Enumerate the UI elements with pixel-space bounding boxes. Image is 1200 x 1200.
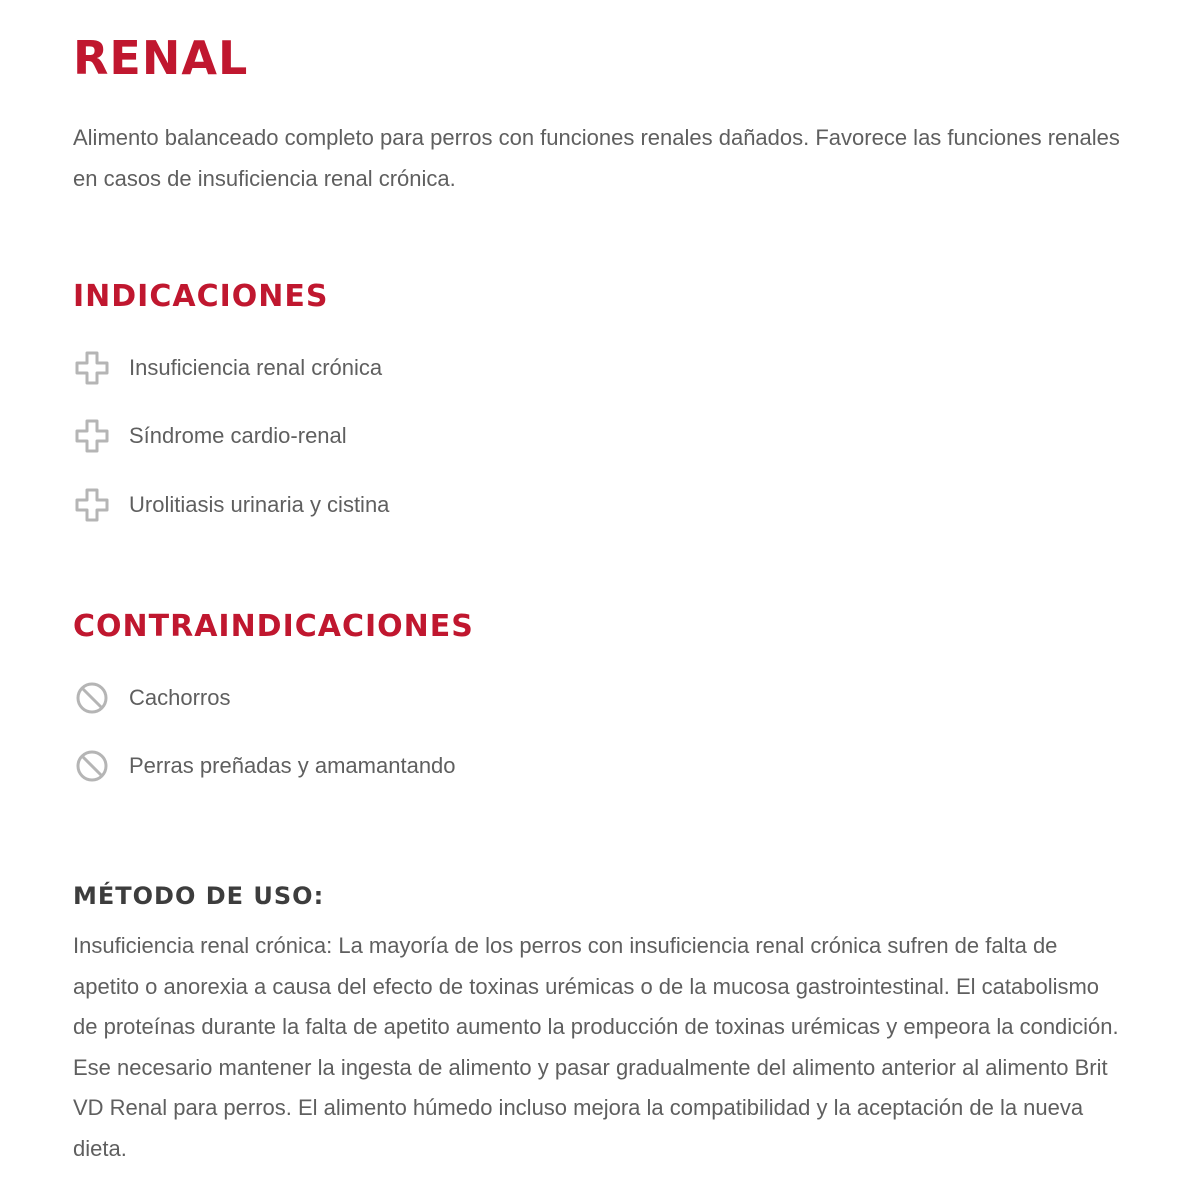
prohibited-icon <box>73 679 111 717</box>
contraindication-item <box>73 746 456 786</box>
prohibited-icon <box>73 747 111 785</box>
indication-item <box>73 416 347 456</box>
page-title: RENAL <box>73 31 249 85</box>
indications-heading: INDICACIONES <box>73 279 329 314</box>
indication-label: Síndrome cardio-renal <box>129 423 347 448</box>
contraindication-label: Cachorros <box>129 685 231 710</box>
indication-item <box>73 348 382 388</box>
contraindication-item <box>73 678 230 718</box>
medical-cross-icon <box>73 349 111 387</box>
indication-item <box>73 485 389 525</box>
usage-method-text: Insuficiencia renal crónica: La mayoría de los perros con insuficiencia renal crónica sufren de falta de apetito o anorexia a causa del efecto de toxinas urémicas o de la mucosa gastrointestinal. El catabolismo de proteínas durante la falta de apetito aumento la producción de toxinas urémicas y empeora la condición. Ese necesario mantener la ingesta de alimento y pasar gradualmente del alimento anterior al alimento Brit VD Renal para perros. El alimento húmedo incluso mejora la compatibilidad y la aceptación de la nueva dieta. <box>73 933 1119 1161</box>
medical-cross-icon <box>73 417 111 455</box>
medical-cross-icon <box>73 486 111 524</box>
contraindication-label: Perras preñadas y amamantando <box>129 753 456 778</box>
product-description: Alimento balanceado completo para perros con funciones renales dañados. Favorece las funciones renales en casos de insuficiencia renal crónica. <box>73 125 1120 191</box>
usage-method-heading: MÉTODO DE USO: <box>73 882 325 910</box>
indication-label: Insuficiencia renal crónica <box>129 355 383 380</box>
indication-label: Urolitiasis urinaria y cistina <box>129 492 390 517</box>
contraindications-heading: CONTRAINDICACIONES <box>73 609 474 644</box>
